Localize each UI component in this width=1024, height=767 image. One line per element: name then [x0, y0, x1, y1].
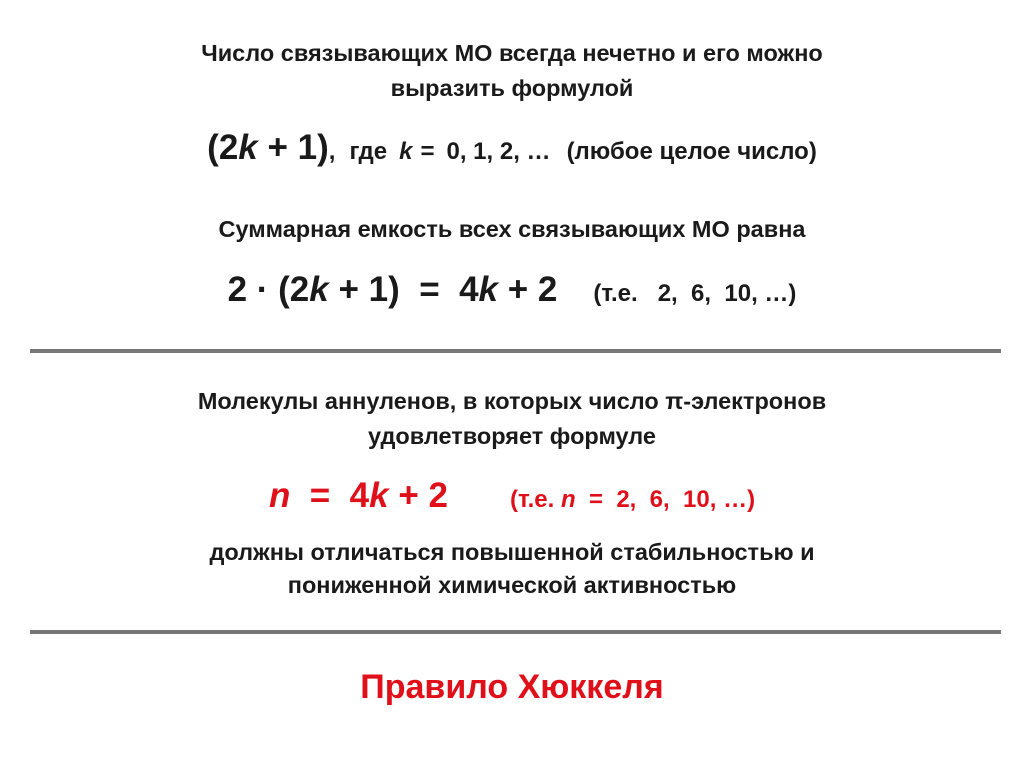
text-stability-line2: пониженной химической активностью — [287, 572, 737, 598]
formula-k-label: k — [399, 138, 413, 165]
formula2-part3: + 2 — [498, 270, 558, 309]
formula3-plus: + 2 — [388, 476, 448, 515]
text-bonding-mo-line1: Число связывающих МО всегда нечетно и его можно — [201, 40, 823, 66]
formula2-k2: k — [478, 270, 499, 309]
formula3-note-open: (т.е. — [509, 486, 561, 513]
text-annulenes-line2: удовлетворяет формуле — [367, 423, 656, 449]
formula-open: (2 — [207, 128, 239, 167]
formula-where: где — [349, 138, 388, 165]
formula2-k1: k — [309, 270, 329, 309]
formula-eq: = — [420, 138, 435, 165]
formula-huckel — [0, 476, 1024, 516]
formula-2k-plus-1 — [0, 128, 1024, 168]
formula-var-k: k — [238, 128, 258, 167]
rule-title: Правило Хюккеля — [360, 668, 664, 706]
formula-4k-plus-2 — [0, 270, 1024, 310]
formula-note: (любое целое число) — [566, 138, 817, 165]
formula3-note-n: n — [560, 486, 576, 513]
formula2-note: (т.е. 2, 6, 10, …) — [593, 280, 797, 307]
formula3-eq: = 4 — [290, 476, 370, 515]
text-stability-line1: должны отличаться повышенной стабильностью и — [209, 539, 815, 565]
formula2-part2: + 1) = 4 — [328, 270, 479, 309]
formula-k-values: 0, 1, 2, … — [446, 138, 551, 165]
text-bonding-mo-line2: выразить формулой — [390, 75, 634, 101]
divider-bottom — [30, 630, 1001, 634]
formula-close: + 1) — [257, 128, 329, 167]
text-annulenes-line1: Молекулы аннуленов, в которых число π-электронов — [197, 388, 827, 414]
formula2-part1: 2 · (2 — [227, 270, 310, 309]
formula3-n: n — [268, 476, 291, 515]
formula-comma: , — [328, 138, 336, 165]
divider-top — [30, 349, 1001, 353]
formula3-note-rest: = 2, 6, 10, …) — [575, 486, 756, 513]
formula3-k: k — [369, 476, 389, 515]
text-total-capacity: Суммарная емкость всех связывающих МО равна — [218, 216, 806, 242]
